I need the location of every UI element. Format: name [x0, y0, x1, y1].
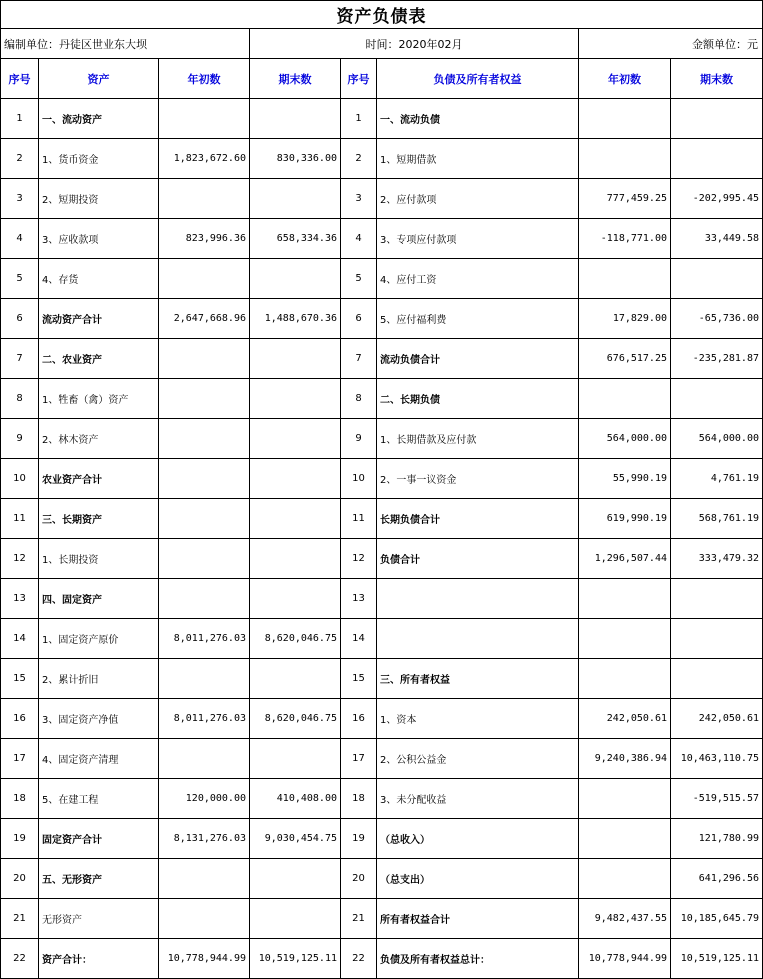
header-liability: 负债及所有者权益 — [377, 59, 579, 99]
asset-begin-value: 10,778,944.99 — [159, 939, 250, 979]
table-row — [1, 499, 763, 539]
asset-begin-value — [159, 739, 250, 779]
liability-end-value: 10,463,110.75 — [671, 739, 763, 779]
asset-row-index: 20 — [1, 859, 39, 899]
asset-row-index: 15 — [1, 659, 39, 699]
asset-end-value — [250, 739, 341, 779]
liability-row-index: 14 — [341, 619, 377, 659]
header-begin-2: 年初数 — [579, 59, 671, 99]
asset-row-index: 1 — [1, 99, 39, 139]
asset-end-value — [250, 579, 341, 619]
liability-end-value — [671, 619, 763, 659]
asset-begin-value — [159, 379, 250, 419]
table-row — [1, 379, 763, 419]
header-asset: 资产 — [39, 59, 159, 99]
liability-begin-value — [579, 859, 671, 899]
asset-end-value — [250, 419, 341, 459]
header-row — [1, 59, 763, 99]
liability-end-value: -202,995.45 — [671, 179, 763, 219]
liability-item-name — [377, 579, 579, 619]
liability-begin-value: 17,829.00 — [579, 299, 671, 339]
asset-end-value: 8,620,046.75 — [250, 699, 341, 739]
header-end-2: 期末数 — [671, 59, 763, 99]
liability-begin-value — [579, 659, 671, 699]
liability-row-index: 8 — [341, 379, 377, 419]
asset-item-name: 四、固定资产 — [39, 579, 159, 619]
compiling-unit: 编制单位：丹徒区世业东大坝 — [1, 29, 250, 59]
table-row — [1, 699, 763, 739]
asset-end-value — [250, 499, 341, 539]
liability-end-value: -519,515.57 — [671, 779, 763, 819]
liability-begin-value: 10,778,944.99 — [579, 939, 671, 979]
liability-begin-value — [579, 139, 671, 179]
table-row — [1, 739, 763, 779]
table-row — [1, 219, 763, 259]
table-row — [1, 299, 763, 339]
liability-item-name: 所有者权益合计 — [377, 899, 579, 939]
liability-begin-value: 242,050.61 — [579, 699, 671, 739]
table-row — [1, 939, 763, 979]
asset-row-index: 13 — [1, 579, 39, 619]
asset-item-name: 2、短期投资 — [39, 179, 159, 219]
asset-item-name: 2、累计折旧 — [39, 659, 159, 699]
table-row — [1, 419, 763, 459]
table-row — [1, 659, 763, 699]
asset-begin-value — [159, 259, 250, 299]
asset-end-value: 658,334.36 — [250, 219, 341, 259]
asset-row-index: 19 — [1, 819, 39, 859]
table-row — [1, 539, 763, 579]
asset-end-value: 10,519,125.11 — [250, 939, 341, 979]
asset-item-name: 2、林木资产 — [39, 419, 159, 459]
liability-row-index: 7 — [341, 339, 377, 379]
liability-item-name: 负债及所有者权益总计： — [377, 939, 579, 979]
asset-end-value — [250, 859, 341, 899]
asset-item-name: 1、固定资产原价 — [39, 619, 159, 659]
liability-item-name: 长期负债合计 — [377, 499, 579, 539]
liability-end-value: 333,479.32 — [671, 539, 763, 579]
asset-row-index: 22 — [1, 939, 39, 979]
asset-begin-value — [159, 859, 250, 899]
asset-item-name: 三、长期资产 — [39, 499, 159, 539]
liability-end-value: 10,185,645.79 — [671, 899, 763, 939]
liability-begin-value: 1,296,507.44 — [579, 539, 671, 579]
liability-item-name: （总收入） — [377, 819, 579, 859]
liability-row-index: 19 — [341, 819, 377, 859]
report-period: 时间：2020年02月 — [250, 29, 579, 59]
liability-end-value — [671, 99, 763, 139]
liability-item-name: 4、应付工资 — [377, 259, 579, 299]
asset-item-name: 3、应收款项 — [39, 219, 159, 259]
liability-item-name: 5、应付福利费 — [377, 299, 579, 339]
liability-end-value — [671, 659, 763, 699]
asset-begin-value: 823,996.36 — [159, 219, 250, 259]
asset-begin-value: 8,011,276.03 — [159, 619, 250, 659]
info-row — [1, 29, 763, 59]
table-row — [1, 459, 763, 499]
asset-end-value — [250, 179, 341, 219]
title-row — [1, 1, 763, 29]
sheet-title: 资产负债表 — [1, 1, 763, 29]
asset-begin-value: 120,000.00 — [159, 779, 250, 819]
asset-end-value: 8,620,046.75 — [250, 619, 341, 659]
liability-item-name: 2、公积公益金 — [377, 739, 579, 779]
liability-row-index: 10 — [341, 459, 377, 499]
asset-end-value: 9,030,454.75 — [250, 819, 341, 859]
liability-begin-value — [579, 99, 671, 139]
liability-end-value: 121,780.99 — [671, 819, 763, 859]
asset-begin-value: 1,823,672.60 — [159, 139, 250, 179]
liability-row-index: 18 — [341, 779, 377, 819]
liability-row-index: 12 — [341, 539, 377, 579]
liability-item-name: 3、未分配收益 — [377, 779, 579, 819]
liability-row-index: 1 — [341, 99, 377, 139]
liability-begin-value: 619,990.19 — [579, 499, 671, 539]
liability-item-name: 3、专项应付款项 — [377, 219, 579, 259]
liability-end-value: -65,736.00 — [671, 299, 763, 339]
table-row — [1, 139, 763, 179]
liability-row-index: 4 — [341, 219, 377, 259]
table-row — [1, 899, 763, 939]
header-index: 序号 — [1, 59, 39, 99]
liability-row-index: 2 — [341, 139, 377, 179]
liability-item-name — [377, 619, 579, 659]
asset-end-value — [250, 259, 341, 299]
table-row — [1, 339, 763, 379]
asset-end-value — [250, 899, 341, 939]
liability-begin-value — [579, 579, 671, 619]
asset-row-index: 14 — [1, 619, 39, 659]
asset-row-index: 7 — [1, 339, 39, 379]
liability-end-value: -235,281.87 — [671, 339, 763, 379]
liability-end-value: 33,449.58 — [671, 219, 763, 259]
liability-end-value — [671, 579, 763, 619]
liability-end-value: 641,296.56 — [671, 859, 763, 899]
liability-item-name: 流动负债合计 — [377, 339, 579, 379]
asset-begin-value — [159, 179, 250, 219]
asset-row-index: 3 — [1, 179, 39, 219]
liability-row-index: 20 — [341, 859, 377, 899]
liability-end-value — [671, 139, 763, 179]
asset-row-index: 4 — [1, 219, 39, 259]
liability-begin-value: 564,000.00 — [579, 419, 671, 459]
asset-begin-value: 8,011,276.03 — [159, 699, 250, 739]
liability-item-name: 一、流动负债 — [377, 99, 579, 139]
asset-item-name: 农业资产合计 — [39, 459, 159, 499]
liability-end-value — [671, 379, 763, 419]
liability-begin-value: 9,482,437.55 — [579, 899, 671, 939]
asset-item-name: 4、存货 — [39, 259, 159, 299]
asset-item-name: 5、在建工程 — [39, 779, 159, 819]
liability-end-value: 564,000.00 — [671, 419, 763, 459]
liability-row-index: 16 — [341, 699, 377, 739]
asset-end-value: 830,336.00 — [250, 139, 341, 179]
liability-row-index: 11 — [341, 499, 377, 539]
asset-row-index: 11 — [1, 499, 39, 539]
liability-end-value: 568,761.19 — [671, 499, 763, 539]
header-index-2: 序号 — [341, 59, 377, 99]
liability-item-name: 1、资本 — [377, 699, 579, 739]
asset-begin-value — [159, 99, 250, 139]
liability-end-value: 4,761.19 — [671, 459, 763, 499]
table-row — [1, 779, 763, 819]
asset-begin-value — [159, 659, 250, 699]
asset-end-value — [250, 539, 341, 579]
table-row — [1, 859, 763, 899]
liability-begin-value — [579, 779, 671, 819]
liability-row-index: 3 — [341, 179, 377, 219]
liability-item-name: 2、一事一议资金 — [377, 459, 579, 499]
header-end: 期末数 — [250, 59, 341, 99]
asset-row-index: 5 — [1, 259, 39, 299]
asset-row-index: 16 — [1, 699, 39, 739]
liability-begin-value — [579, 819, 671, 859]
asset-end-value — [250, 379, 341, 419]
asset-begin-value — [159, 419, 250, 459]
header-begin: 年初数 — [159, 59, 250, 99]
asset-begin-value — [159, 899, 250, 939]
liability-begin-value — [579, 619, 671, 659]
asset-end-value — [250, 99, 341, 139]
asset-row-index: 12 — [1, 539, 39, 579]
asset-end-value — [250, 659, 341, 699]
liability-row-index: 9 — [341, 419, 377, 459]
asset-row-index: 17 — [1, 739, 39, 779]
liability-item-name: 三、所有者权益 — [377, 659, 579, 699]
liability-begin-value: 9,240,386.94 — [579, 739, 671, 779]
asset-row-index: 9 — [1, 419, 39, 459]
asset-item-name: 五、无形资产 — [39, 859, 159, 899]
table-row — [1, 619, 763, 659]
asset-item-name: 二、农业资产 — [39, 339, 159, 379]
asset-row-index: 10 — [1, 459, 39, 499]
asset-item-name: 1、长期投资 — [39, 539, 159, 579]
asset-begin-value — [159, 499, 250, 539]
asset-item-name: 无形资产 — [39, 899, 159, 939]
liability-item-name: 二、长期负债 — [377, 379, 579, 419]
asset-row-index: 8 — [1, 379, 39, 419]
asset-begin-value: 2,647,668.96 — [159, 299, 250, 339]
liability-end-value: 10,519,125.11 — [671, 939, 763, 979]
asset-row-index: 2 — [1, 139, 39, 179]
liability-item-name: 1、长期借款及应付款 — [377, 419, 579, 459]
asset-item-name: 一、流动资产 — [39, 99, 159, 139]
liability-row-index: 6 — [341, 299, 377, 339]
asset-row-index: 6 — [1, 299, 39, 339]
liability-begin-value — [579, 379, 671, 419]
asset-end-value: 410,408.00 — [250, 779, 341, 819]
asset-item-name: 流动资产合计 — [39, 299, 159, 339]
liability-row-index: 21 — [341, 899, 377, 939]
asset-item-name: 3、固定资产净值 — [39, 699, 159, 739]
liability-begin-value: -118,771.00 — [579, 219, 671, 259]
liability-item-name: （总支出） — [377, 859, 579, 899]
asset-row-index: 18 — [1, 779, 39, 819]
liability-row-index: 22 — [341, 939, 377, 979]
liability-item-name: 2、应付款项 — [377, 179, 579, 219]
table-row — [1, 179, 763, 219]
asset-begin-value: 8,131,276.03 — [159, 819, 250, 859]
asset-begin-value — [159, 459, 250, 499]
table-row — [1, 259, 763, 299]
table-row — [1, 819, 763, 859]
table-row — [1, 579, 763, 619]
asset-begin-value — [159, 339, 250, 379]
asset-item-name: 1、牲畜（禽）资产 — [39, 379, 159, 419]
asset-end-value — [250, 459, 341, 499]
liability-row-index: 17 — [341, 739, 377, 779]
liability-begin-value — [579, 259, 671, 299]
asset-end-value — [250, 339, 341, 379]
asset-item-name: 4、固定资产清理 — [39, 739, 159, 779]
asset-begin-value — [159, 539, 250, 579]
asset-item-name: 1、货币资金 — [39, 139, 159, 179]
liability-begin-value: 676,517.25 — [579, 339, 671, 379]
asset-row-index: 21 — [1, 899, 39, 939]
liability-begin-value: 55,990.19 — [579, 459, 671, 499]
liability-row-index: 5 — [341, 259, 377, 299]
asset-item-name: 资产合计： — [39, 939, 159, 979]
asset-begin-value — [159, 579, 250, 619]
currency-unit: 金额单位：元 — [579, 29, 763, 59]
liability-row-index: 13 — [341, 579, 377, 619]
table-row — [1, 99, 763, 139]
asset-end-value: 1,488,670.36 — [250, 299, 341, 339]
liability-begin-value: 777,459.25 — [579, 179, 671, 219]
asset-item-name: 固定资产合计 — [39, 819, 159, 859]
liability-item-name: 负债合计 — [377, 539, 579, 579]
liability-item-name: 1、短期借款 — [377, 139, 579, 179]
liability-row-index: 15 — [341, 659, 377, 699]
liability-end-value: 242,050.61 — [671, 699, 763, 739]
liability-end-value — [671, 259, 763, 299]
